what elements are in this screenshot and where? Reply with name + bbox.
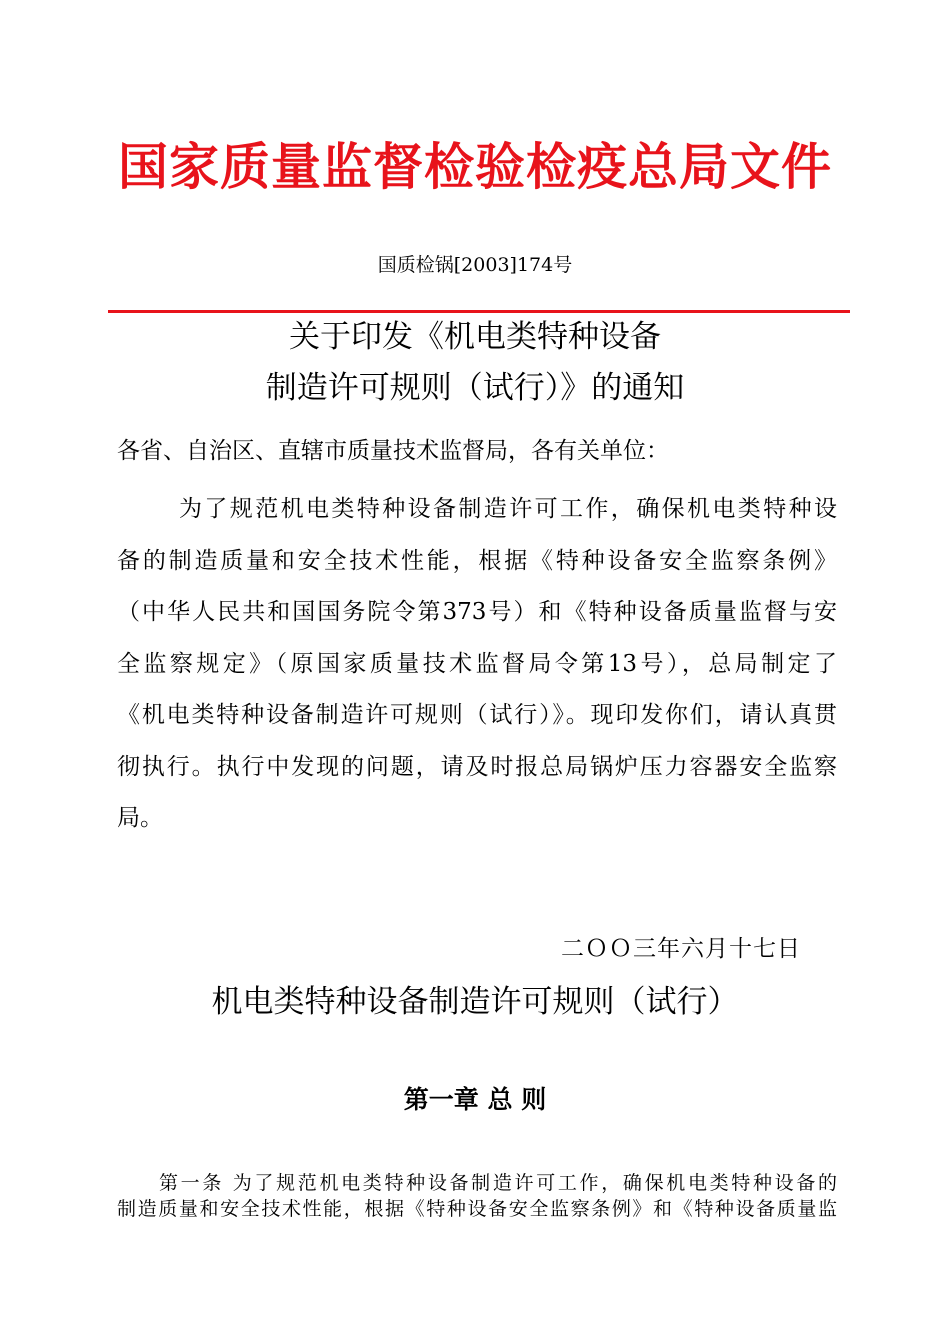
rules-title: 机电类特种设备制造许可规则（试行） (211, 984, 739, 1020)
body-line: 备的制造质量和安全技术性能，根据《特种设备安全监察条例》 (117, 547, 837, 574)
article-line: 第一条 为了规范机电类特种设备制造许可工作，确保机电类特种设备的 (159, 1172, 837, 1194)
notice-title (0, 312, 950, 414)
salutation: 各省、自治区、直辖市质量技术监督局，各有关单位： (117, 438, 669, 464)
chapter-heading: 第一章 总 则 (403, 1085, 547, 1114)
document-header-title: 国家质量监督检验检疫总局文件 (118, 138, 832, 196)
notice-title-line-2: 制造许可规则（试行）》的通知 (265, 370, 685, 406)
body-line: 彻执行。执行中发现的问题，请及时报总局锅炉压力容器安全监察 (117, 753, 837, 780)
notice-body-paragraph (117, 484, 837, 845)
body-line: 全监察规定》（原国家质量技术监督局令第13号），总局制定了 (117, 650, 837, 677)
body-line: 为了规范机电类特种设备制造许可工作，确保机电类特种设 (179, 496, 837, 522)
body-line: （中华人民共和国国务院令第373号）和《特种设备质量监督与安 (117, 599, 837, 625)
issue-date: 二ＯＯ三年六月十七日 (561, 936, 801, 962)
document-number: 国质检锅[2003]174号 (377, 254, 573, 276)
notice-title-line-1: 关于印发《机电类特种设备 (289, 319, 661, 355)
article-line: 制造质量和安全技术性能，根据《特种设备安全监察条例》和《特种设备质量监 (117, 1198, 837, 1220)
article-paragraph (117, 1170, 837, 1222)
body-line: 局。 (117, 805, 163, 831)
body-line: 《机电类特种设备制造许可规则（试行）》。现印发你们，请认真贯 (117, 702, 837, 728)
